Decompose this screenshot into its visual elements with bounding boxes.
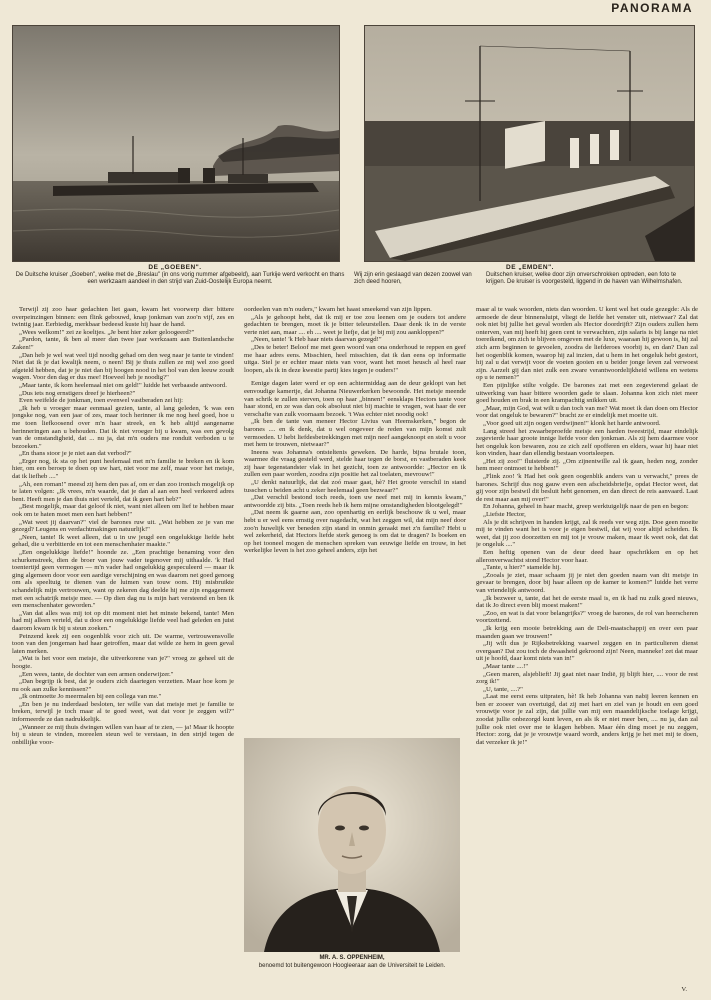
col1-paragraph: „Wanneer ze mij thuis dwingen willen van haar af te zien, — ja! Maar ik hoopte bij u steun te vinden, moreelen steun wel te verstaan, in den strijd tegen de onbillijke voor- (12, 723, 234, 746)
col2-paragraph: oordeelen van m'n ouders," kwam het haast smeekend van zijn lippen. (244, 306, 432, 313)
col2-paragraph: Ineens was Johanna's ontsteltenis geweken. De harde, bijna brutale toon, waarmee die vraag gesteld werd, stelde haar tegen de borst, en vastberaden keek zij haar tegenstandster vlak in het gezicht, toen ze antwoordde: „Hector en ik zullen een paar worden, zoodra zijn positie het zal toelaten, mevrouw!" (244, 448, 466, 479)
col3-paragraph: „Ik bezweer u, tante, dat het de eerste maal is, en ik had nu zulk goed nieuws, dat ik Jo direct even blij moest maken!" (476, 594, 698, 610)
col1-paragraph: Even weifelde de jonkman, toen evenwel vastberaden zei hij: (19, 397, 183, 405)
col1-paragraph: „Dan heb je wel wat veel tijd noodig gehad om den weg naar je tante te vinden! Niet dat ik je dat kwalijk neem, o neen! Bij je thuis zullen ze mij wel zoo goed afgeteld hebben, dat je je niet dan bij hoogen nood in het hol van den leeuw zoudt wagen. Voor den dag er dus mee! Hoeveel heb je noodig?" (12, 351, 234, 382)
photo-goeben (12, 25, 340, 262)
col1-paragraph: „Wat is het voor een meisje, die uitverkorene van je?" vroeg ze geheel uit de hoogte. (12, 655, 234, 670)
portrait-name: MR. A. S. OPPENHEIM, (319, 955, 385, 961)
col3-paragraph: „Flink zoo! 'k Had het ook geen oogenblik anders van u verwacht," prees de barones. Schrijf dus nog gauw even een afscheidsbriefje, opdat Hector weet, dat gij voor zijn bestwil dit besluit hebt genomen, en dan direct de reis aanvaard. Laat de rest maar aan mij over!" (476, 473, 698, 503)
col3-paragraph: Lang streed het zwaarbeproefde meisje een harden tweestrijd, maar eindelijk zegevierde haar groote innige liefde voor den jonkman. Als zij hem daarmee voor het ongeluk kon bewaren, zou ze zich zelf opofferen en elders, waar hij haar niet kon vinden, haar dan ellendig bestaan voortsleepen. (476, 427, 698, 458)
col1-paragraph: „Pardon, tante, ik ben al meer dan twee jaar werkzaam aan Buitenlandsche Zaken!" (12, 336, 234, 351)
portrait-caption: benoemd tot buitengewoon Hoogleeraar aan de Universiteit te Leiden. (258, 963, 446, 969)
col1-paragraph: „Wat weet jij daarvan?" viel de barones ruw uit. „Wat hebben ze je van me gezegd? Leugens en verdachtmakingen natuurlijk!" (12, 518, 234, 534)
article-column-1 (12, 306, 234, 996)
col1-paragraph: Peinzend keek zij een oogenblik voor zich uit. De warme, vertrouwensvolle toon van den jongeman had haar getroffen, maar dat wilde ze hem in geen geval laten merken. (12, 632, 234, 655)
col3-paragraph: „Maar, mijn God, wat wilt u dan toch van me? Wat moet ik dan doen om Hector voor dat ongeluk te bewaren?" bracht ze er eindelijk met moeite uit. (476, 404, 698, 420)
col1-paragraph: „En thans stoor je je niet aan dat verbod?" (19, 450, 132, 458)
col1-paragraph: „Erger nog, ik sta op het punt heelemaal met m'n familie te breken en ik kom hier, om een beroep te doen op uw hart, niet voor me zelf, maar voor het meisje, dat ik liefheb ...." (12, 457, 234, 481)
col1-paragraph: „Van dat alles was mij tot op dit moment niet het minste bekend, tante! Men had mij alleen verteld, dat u door een ongelukkige liefde veel had geleden en juist daarom kwam ik bij u steun zoeken." (12, 609, 234, 632)
col1-paragraph: „Ah, een roman!" meesd zij hem den pas af, om er dan zoo ironisch mogelijk op te laten volgen: „Ik vrees, m'n waarde, dat je dan al aan een heel verkeerd adres bent. Heeft men je dan thuis niet verteld, dat ik geen hart heb?" (12, 480, 234, 503)
warship-emden-image (365, 26, 694, 261)
portrait-oppenheim (244, 738, 460, 952)
col1-paragraph: „Een ongelukkige liefde!" hoonde ze. „Een prachtige benaming voor den schurkenstreek, dien de broer van jouw vader tegenover mij uithaalde. 'k Had toentertijd geen vermogen — m'n vader had ongelukkig gespeculeerd — maar ik ging algemeen door voor een aardige verschijning en was daarom net goed genoeg om als speeltuig te dienen van de luimen van touw oom. Hij misbruikte schandelijk mijn vertrouwen, want op zekeren dag deelde hij me zijn engagement met een schatrijk meisje mee. — Op dien dag nu is mijn hart versteend en ben ik een menschenhater geworden." (12, 549, 234, 610)
article-column-2 (244, 306, 466, 730)
photo-emden (364, 25, 695, 262)
col1-paragraph: „Een wees, tante, de dochter van een armen onderwijzer." (19, 670, 174, 678)
col1-paragraph: „Dus iets nog ernstigers dreef je hierheen?" (19, 389, 136, 397)
col3-paragraph: Als je dit schrijven in handen krijgt, zal ik reeds ver weg zijn. Doe geen moeite mij te vinden want het is voor je eigen bestwil, dat wij voor altijd scheiden. Ik weet, dat jij zoo doorzetten en mij tot je vrouw maken, maar ik weet ook, dat dat je ongeluk ...." (476, 518, 698, 549)
col3-paragraph: En Johanna, geheel in haar macht, greep werktuigelijk naar de pen en begon: (483, 503, 689, 511)
col1-paragraph: „Ik ontmoette Jo meermalen bij een collega van me." (19, 693, 162, 701)
warship-goeben-image (13, 26, 339, 261)
col3-paragraph: Een pijnlijke stilte volgde. De barones zat met een zegevierend gelaat de uitwerking van haar bittere woorden gade te slaan. Johanna kon zich niet meer goed houden en brak in een krampachtig snikken uit. (476, 381, 698, 405)
col3-paragraph: „Liefste Hector, (483, 511, 526, 519)
col2-paragraph: „Dat verschil bestond toch reeds, toen uw neef met mij in kennis kwam," antwoordde zij bits. „Toen reeds heb ik hem mijne omstandigheden blootgelegd!" (244, 494, 466, 509)
col3-paragraph: „Voor goed uit zijn oogen verdwijnen!" klonk het harde antwoord. (483, 419, 661, 427)
photo-emden-caption-left: Wij zijn erin geslaagd van dezen zoowel van zich deed hooren, (354, 272, 472, 286)
col3-paragraph: „Zooals je ziet, maar schaam jij je niet den goeden naam van dit meisje in gevaar te brengen, door bij haar alleen op de kamer te komen?" luidde het verre van vriendelijk antwoord. (476, 571, 698, 594)
col3-paragraph: „Zoo, en wat is dat voor belangrijks?" vroeg de barones, de rol van heerscheren voortzettend. (476, 609, 698, 625)
col2-paragraph: „Ik ben de tante van meneer Hector Livius van Heemskerken," begon de barones .... en ik denk, dat u wel ongeveer de reden van mijn komst zult vermoeden. U hebt liefdesbetrekkingen met mijn neef aangeknoopt en stelt u voor met hem te trouwen, nietwaar?" (244, 418, 466, 449)
col1-paragraph: „Ik heb u vroeger maar eenmaal gezien, tante, al lang geleden, 'k was een jongske nog, van een jaar of zes, maar toch herinner ik me nog heel goed, hoe u me toen liefkoosend over m'n haar streek, en 'k heb altijd aangename herinneringen aan u behouden. Dat ik niet vroeger bij u kwam, was een gevolg van de omstandigheid, dat ... nu ja, dat m'n ouders me ronduit verboden u te bezoeken." (12, 404, 234, 450)
col2-paragraph: „Als je gehoopt hebt, dat ik mij er toe zou leenen om je ouders tot andere gedachten te brengen, moet ik je bitter teleurstellen. Daar denk ik in de verste verte niet aan, maar .... eh .... weet je liefje, dat je bij mij zou aankloppen?" (244, 313, 466, 336)
col3-paragraph: „U, tante, ....?" (483, 685, 523, 693)
photo-goeben-caption: De Duitsche kruiser „Goeben", welke met de „Breslau" (in ons vorig nummer afgebeeld), aan Turkije werd verkocht en thans een werkzaam aandeel in den strijd van Zuid-Oostelijk Europa neemt. (15, 272, 345, 286)
col2-paragraph: „U denkt natuurlijk, dat dat zoó maar gaat, hè? Het groote verschil in stand tusschen u beiden acht u zeker heelemaal geen bezwaar?" (244, 479, 466, 494)
col2-paragraph: Eenige dagen later werd er op een achtermiddag aan de deur geklopt van het eenvoudige kamertje, dat Johanna Nieuwerkerken bewoonde. Het meisje meende van schrik te zullen sterven, toen op haar „binnen!" eensklaps Hectors tante voor haar stond, en ze was dan ook absoluut niet bij machte te vragen, wat haar de eer verschafte van zulk voornaam bezoek. 't Was echter niet noodig ook! (244, 380, 466, 418)
col1-paragraph: „Maar tante, ik kom heelemaal niet om geld!" luidde het verbaasde antwoord. (19, 381, 227, 389)
col3-paragraph: „Geen maren, alsjeblieft! Jij gaat niet naar Indië, jij blijft hier, .... voor de rest zorg ik!" (476, 670, 698, 686)
col3-paragraph: „Tante, u hier?" stamelde hij. (483, 564, 562, 572)
col3-paragraph: „Ik krijg een mooie betrekking aan de Deli-maatschappij en over een paar maanden gaan we trouwen!" (476, 624, 698, 640)
portrait-image (244, 738, 460, 952)
col3-paragraph: „Het zij zoo!" fluisterde zij. „Om zijnentwille zal ik gaan, heden nog, zonder hem meer ontmoet te hebben!" (476, 457, 698, 473)
magazine-masthead: PANORAMA (611, 1, 693, 15)
col1-paragraph: „Best mogelijk, maar dat geloof ik niet, want niet alleen om lief te hebben maar ook om te haten moet men een hart hebben!" (12, 503, 234, 519)
col2-paragraph: „Des te beter! Beloof me met geen woord van ona onderhoud te reppen en geef me haar adres eens. Misschien, heel misschien, dat ik dan eens op informatie uitga. Stel je er echter maar niets van voor, want het moet heusch al heel raar loopen, als ik in deze kwestie partij kies tegen je ouders!" (244, 343, 466, 374)
col3-paragraph: „Maar tante ....!" (483, 662, 529, 670)
col1-paragraph: „Neen, tante! Ik weet alleen, dat u in uw jeugd een ongelukkige liefde hebt gehad, die u verbitterde en tot een menschenhater maakte." (12, 533, 234, 549)
col3-paragraph: maar al te vaak woorden, niets dan woorden. U kent wel het oude gezegde: Als de armoede de deur binnensluipt, vliegt de liefde het venster uit, nietwaar? Zal dat ook niet bij jullie het geval worden als Hector doordrijft? Zijn ouders zullen hem onterven, van mij heeft hij geen cent te verwachten, zijn salaris is bij lange na niet toereikend, om zich te blijven omgeven met de luxe, waaraan hij gewoon is, hij zal zich arm beginnen te gevoelen, zoodra de liefderoes voorbij is, en dan? Dan zal het oogenblik komen, waarop hij zal inzien, dat u hem in het ongeluk hebt gestort, hij zal u dat verwijt voor de voeten gooien en u beider jonge leven zal verwoest zijn. Aarzelt gij dan niet zulk een zware verantwoordelijkheid willens en wetens op u te nemen?" (476, 306, 698, 382)
col1-paragraph: Terwijl zij zoo haar gedachten liet gaan, kwam het voorwerp dier bittere overpeinzingen binnen: een flink gebouwd, knap jonkman van zoo'n vijf, zes en twintig jaar. Eerbiedig, merkbaar bedeesd kuste hij haar de hand. (12, 306, 234, 329)
col2-paragraph: „Dat neem ik gaarne aan, zoo openhartig en eerlijk beschouw ik u wel, maar hebt u er wel eens ernstig over nagedacht, wat het zeggen wil, dat mijn neef door zoo'n huwelijk ver beneden zijn stand in onmin geraakt met z'n familie? Hebt u wel zekerheid, dat Hectors liefde sterk genoeg is om dat te dragen? Is boeken en op het tooneel mogen de menschen spreken van eeuwige liefde en trouw, in het werkelijke leven is het zoo geheel anders, zijn het (244, 509, 466, 555)
col1-paragraph: „Dan begrijp ik best, dat je ouders zich daartegen verzetten. Maar hoe kom je nu ook aan zulke kennissen?" (12, 678, 234, 693)
col2-paragraph: „Neen, tante! 'k Heb haar niets daarvan gezegd!" (251, 336, 382, 344)
article-signature: V. (681, 986, 687, 993)
col1-paragraph: „En ben je nu inderdaad besloten, ter wille van dat meisje met je familie te breken, terwijl je toch maar al te goed weet, wat dat voor je zeggen wil?" informeerde ze dan nadrukkelijk. (12, 700, 234, 724)
col3-paragraph: „Laat me eerst eens uitpraten, hè! Ik heb Johanna van nabij leeren kennen en ben er zooeer van overtuigd, dat zij met hart en ziel van je houdt en een goed vrouwtje voor je zal zijn, dat jullie van mij een maandelijksche toelage krijgt, zoodat jullie onbezorgd kunt leven, en als ik er niet meer ben, .... nu ja, dan zal jullie ook niet over me te klagen hebben. Maar één ding moet je nu zeggen, Hector: zorg, dat je je vrouwtje waard wordt, anders krijg je het met mij te doen, dat verzeker ik je!" (476, 693, 698, 746)
col3-paragraph: Een heftig openen van de deur deed haar opschrikken en op het alleronverwachtst stond Hector voor haar. (476, 549, 698, 564)
col1-paragraph: „Wees welkom!" zei ze koeltjes. „Je bent hier zeker geloogeerd?" (19, 328, 195, 336)
article-column-3 (476, 306, 698, 988)
photo-goeben-title: DE „GOEBEN". (148, 264, 202, 271)
photo-emden-caption-right: Duitschen kruiser, welke door zijn onverschrokken optreden, een foto te krijgen. De kruiser is voorgesteld, liggend in de haven van Wilhelmshafen. (486, 272, 683, 286)
photo-emden-title: DE „EMDEN". (506, 264, 554, 271)
col3-paragraph: „Jij wilt dus je Rijksbetrekking vaarwel zeggen en in particulieren dienst overgaan? Dat zou toch de dwaasheid gekroond zijn! Neen, manneke! zet dat maar uit je hoofd, daar komt niets van in!" (476, 640, 698, 663)
